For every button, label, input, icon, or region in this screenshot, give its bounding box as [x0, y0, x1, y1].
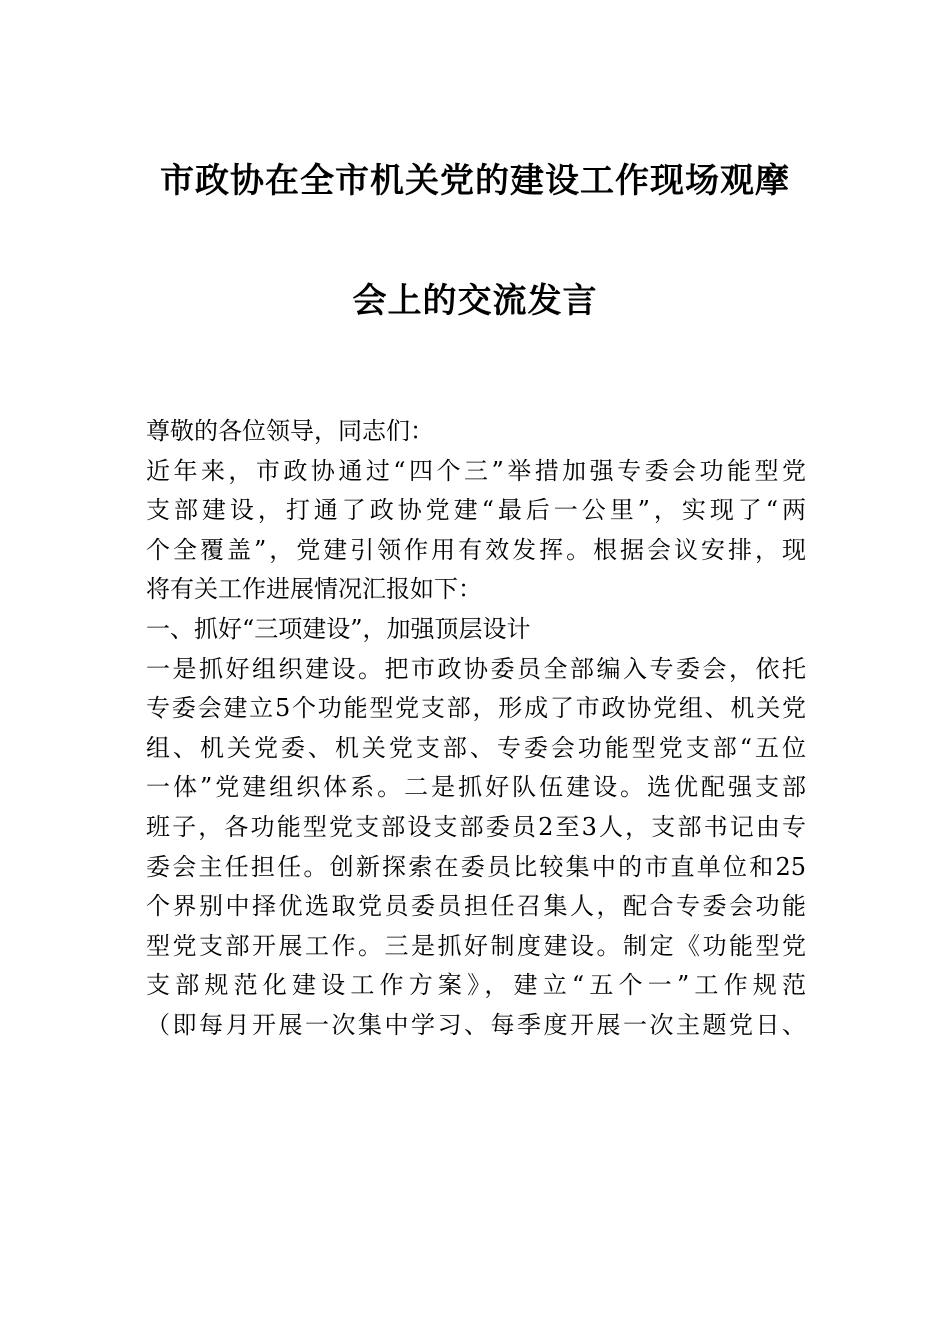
- paragraph-line: 个界别中择优选取党员委员担任召集人，配合专委会功能: [146, 892, 806, 921]
- paragraph-line: 支部建设，打通了政协党建“最后一公里”，实现了“两: [146, 496, 806, 525]
- paragraph-line: 一是抓好组织建设。把市政协委员全部编入专委会，依托: [146, 654, 806, 683]
- document-body: [146, 412, 806, 1046]
- paragraph-line: 个全覆盖”，党建引领作用有效发挥。根据会议安排，现: [146, 535, 806, 564]
- document-title-line-1: 市政协在全市机关党的建设工作现场观摩: [160, 161, 790, 201]
- salutation-line: 尊敬的各位领导，同志们：: [146, 417, 434, 445]
- paragraph-line: 组、机关党委、机关党支部、专委会功能型党支部“五位: [146, 733, 806, 762]
- paragraph-line: 委会主任担任。创新探索在委员比较集中的市直单位和25: [146, 852, 806, 881]
- section-heading: 一、抓好“三项建设”，加强顶层设计: [146, 614, 531, 643]
- paragraph-line: （即每月开展一次集中学习、每季度开展一次主题党日、: [146, 1010, 806, 1039]
- paragraph-line: 一体”党建组织体系。二是抓好队伍建设。选优配强支部: [146, 773, 806, 802]
- paragraph-line: 型党支部开展工作。三是抓好制度建设。制定《功能型党: [146, 931, 806, 960]
- paragraph-line: 班子，各功能型党支部设支部委员2至3人，支部书记由专: [146, 812, 806, 841]
- paragraph-line: 专委会建立5个功能型党支部，形成了市政协党组、机关党: [146, 694, 806, 723]
- document-title-line-2: 会上的交流发言: [352, 281, 598, 321]
- paragraph-line: 近年来，市政协通过“四个三”举措加强专委会功能型党: [146, 456, 806, 485]
- paragraph-line: 支部规范化建设工作方案》，建立“五个一”工作规范: [146, 971, 806, 1000]
- paragraph-line: 将有关工作进展情况汇报如下：: [146, 575, 482, 604]
